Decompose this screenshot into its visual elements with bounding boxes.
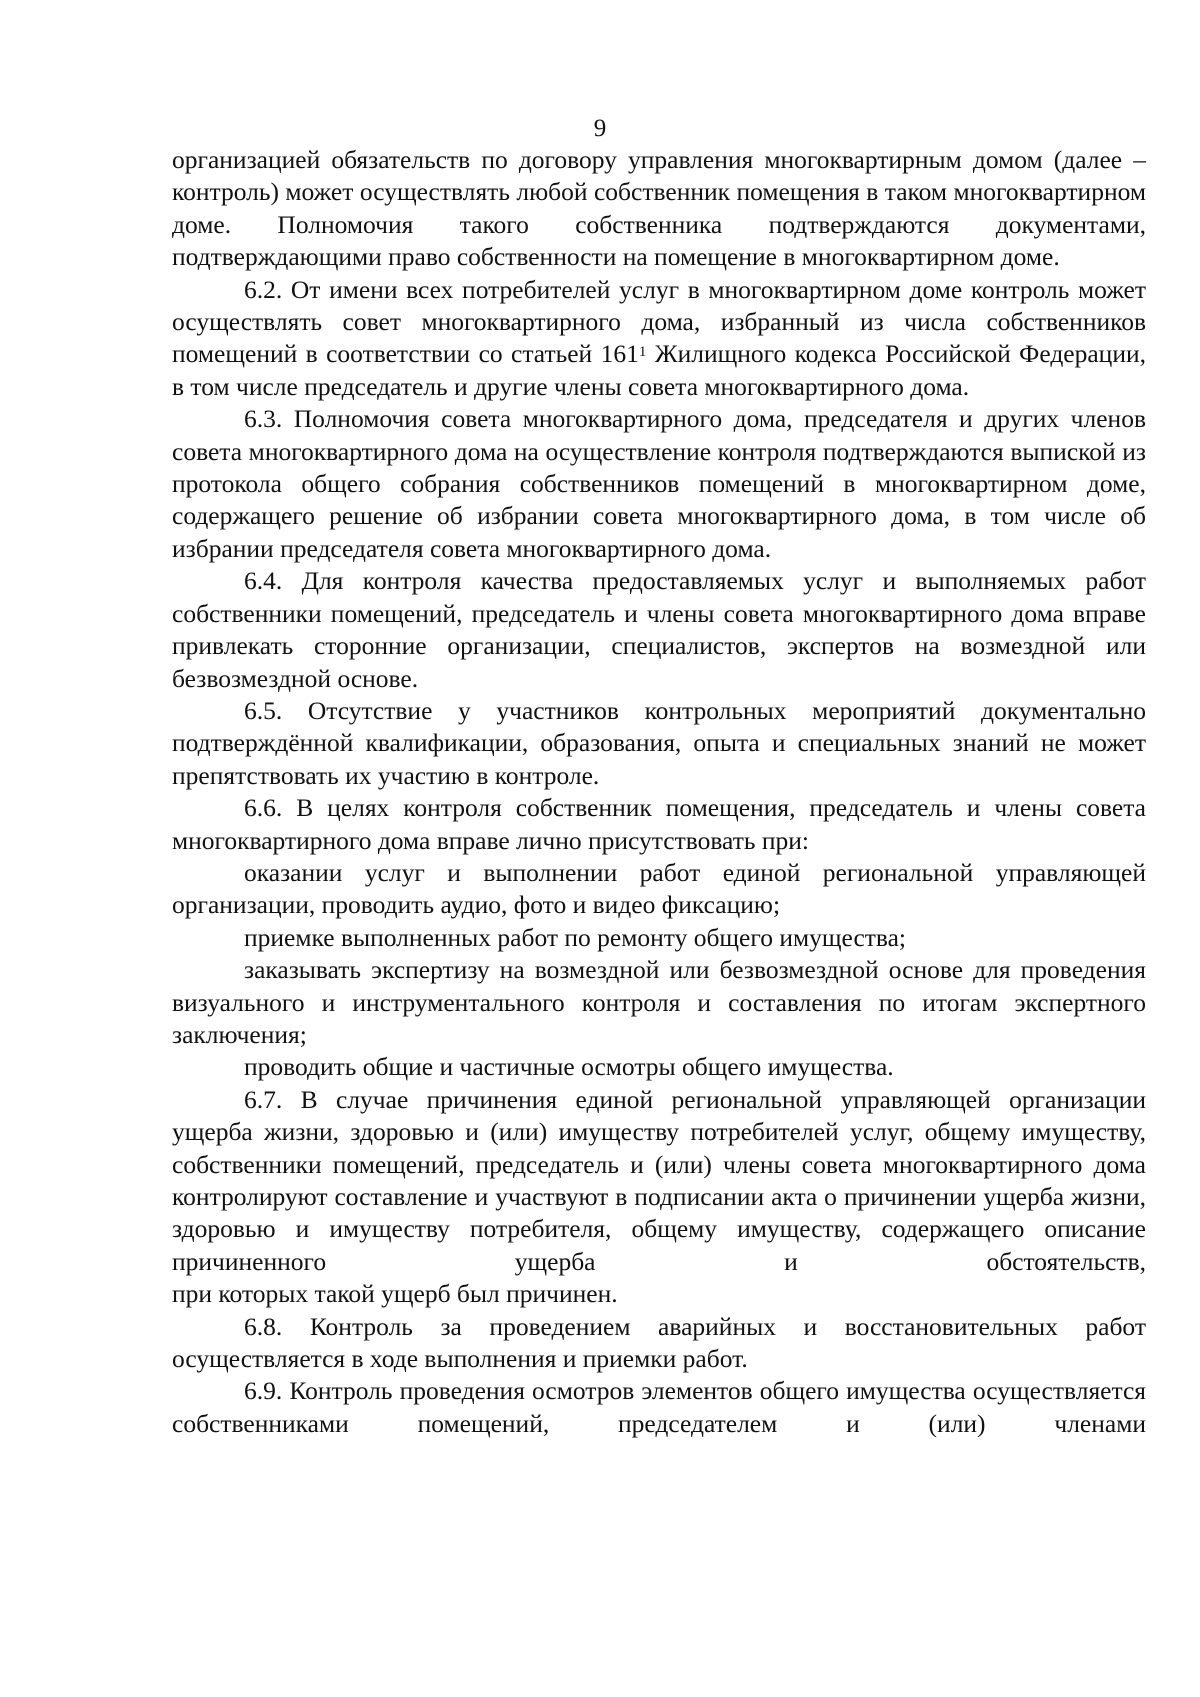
paragraph-6-6: 6.6. В целях контроля собственник помещения, председатель и члены совета многоквартирного дома вправе лично присутствовать при: [172, 793, 1146, 855]
superscript: 1 [638, 344, 647, 361]
paragraph-6-7: 6.7. В случае причинения единой региональной управляющей организации ущерба жизни, здоровью и (или) имуществу потребителей услуг, общему имуществу, собственники помещений, председатель и (или) члены совета многоквартирного дома контролируют составление и участвуют в подписании акта о причинении ущерба жизни, здоровью и имуществу потребителя, общему имуществу, содержащего описание причиненного ущерба и обстоятельств, [172, 1084, 1146, 1276]
document-body [172, 144, 1146, 1440]
paragraph-6-7-end: при которых такой ущерб был причинен. [172, 1279, 618, 1309]
paragraph-6-3: 6.3. Полномочия совета многоквартирного дома, председателя и других членов совета многоквартирного дома на осуществление контроля подтверждаются выпиской из протокола общего собрания собственников помещений в многоквартирном доме, содержащего решение об избрании совета многоквартирного дома, в том числе об избрании председателя совета многоквартирного дома. [172, 404, 1146, 563]
page-number: 9 [593, 115, 607, 142]
paragraph-6-4: 6.4. Для контроля качества предоставляемых услуг и выполняемых работ собственники помещений, председатель и члены совета многоквартирного дома вправе привлекать сторонние организации, специалистов, экспертов на возмездной или безвозмездной основе. [172, 566, 1146, 693]
paragraph-continuation: организацией обязательств по договору управления многоквартирным домом (далее – контроль) может осуществлять любой собственник помещения в таком многоквартирном доме. Полномочия такого собственника подтверждаются документами, подтверждающими право собственности на помещение в многоквартирном доме. [172, 145, 1146, 272]
paragraph-6-9: 6.9. Контроль проведения осмотров элементов общего имущества осуществляется собственниками помещений, председателем и (или) членами [172, 1376, 1146, 1438]
list-item-services: оказании услуг и выполнении работ единой региональной управляющей организации, проводить аудио, фото и видео фиксацию; [172, 857, 1146, 920]
paragraph-6-2-text-cont: Жилищного кодекса Российской Федерации, в том числе председатель и другие члены совета многоквартирного дома. [172, 339, 1146, 401]
paragraph-6-8: 6.8. Контроль за проведением аварийных и восстановительных работ осуществляется в ходе выполнения и приемки работ. [172, 1311, 1146, 1374]
paragraph-6-5: 6.5. Отсутствие у участников контрольных мероприятий документально подтверждённой квалификации, образования, опыта и специальных знаний не может препятствовать их участию в контроле. [172, 695, 1146, 790]
list-item-acceptance: приемке выполненных работ по ремонту общего имущества; [244, 922, 907, 952]
paragraph-6-2-text: 6.2. От имени всех потребителей услуг в многоквартирном доме контроль может осуществлять совет многоквартирного дома, избранный из числа собственников помещений в соответствии со статьей 161 [172, 274, 1146, 369]
paragraph-6-2 [172, 274, 1146, 404]
list-item-expertise: заказывать экспертизу на возмездной или безвозмездной основе для проведения визуального и инструментального контроля и составления по итогам экспертного заключения; [172, 955, 1146, 1049]
list-item-inspections: проводить общие и частичные осмотры общего имущества. [244, 1052, 894, 1082]
